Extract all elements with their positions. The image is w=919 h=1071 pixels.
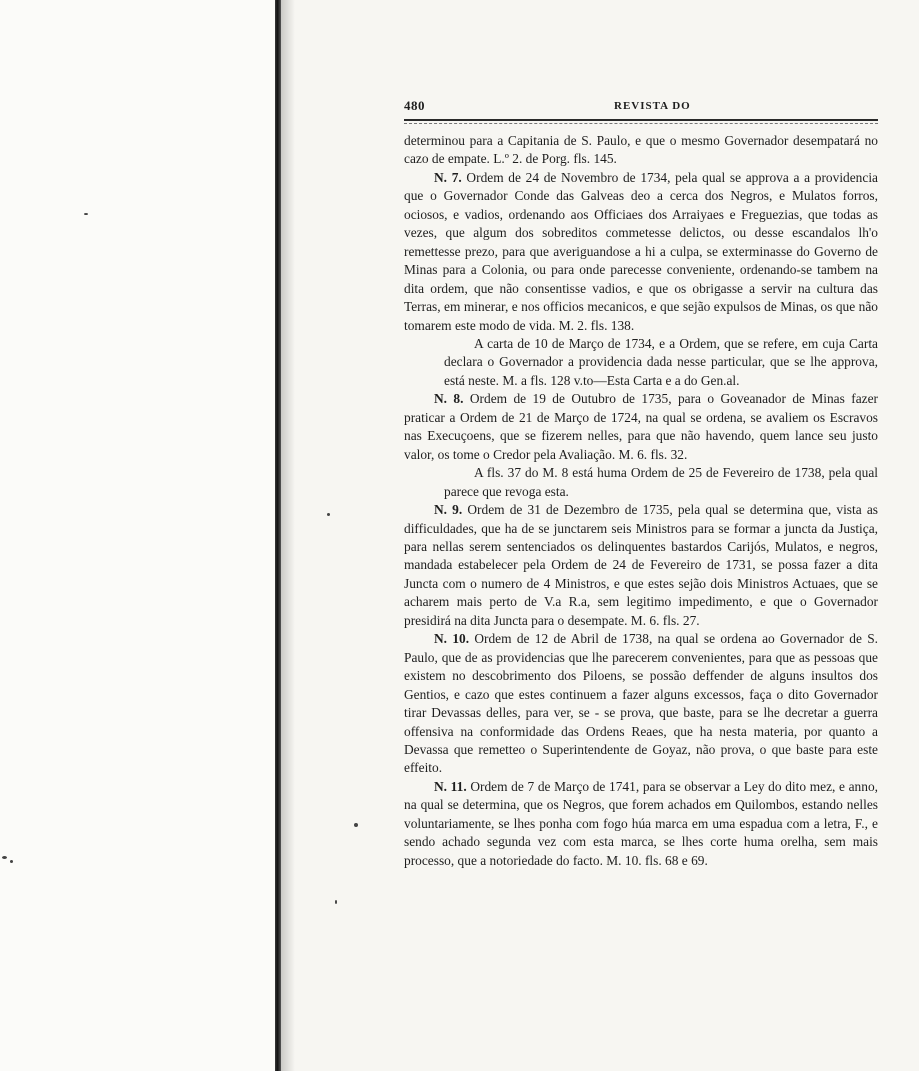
paragraph	[404, 501, 878, 630]
paragraph	[404, 390, 878, 464]
paragraph-number: N. 11.	[434, 778, 467, 794]
paragraph-text: Ordem de 12 de Abril de 1738, na qual se ordena ao Governador de S. Paulo, que de as providencias que lhe parecerem convenientes, para que as pessoas que existem no descobrimento dos Piloens, se possão deffender de alguns insultos dos Gentios, e cazo que estes continuem a fazer alguns excessos, faça o dito Governador tirar Devassas delles, para ver, se - se prova, que baste, para se lhe decretar a guerra offensiva na conformidade das Ordens Reaes, que ha nesta materia, por quanto a Devassa que remetteo o Superintendente de Goyaz, não prova, o que baste para este effeito.	[404, 631, 878, 776]
paragraph-number: N. 8.	[434, 391, 464, 407]
header-rule-dashed	[404, 123, 878, 124]
header-rule	[404, 119, 878, 121]
page-speck	[84, 213, 88, 215]
paragraph	[444, 335, 878, 390]
paragraph	[404, 169, 878, 335]
running-title: REVISTA DO	[614, 100, 691, 112]
paragraph-text: Ordem de 24 de Novembro de 1734, pela qual se approva a a providencia que o Governador Conde das Galveas deo a cerca dos Negros, e Mulatos forros, ociosos, e vadios, ordenando aos Officiaes dos Arraiyaes e Freguezias, que todas as vezes, que algum dos sobreditos commetesse delictos, ou desse escandalos lh'o remettesse prezo, para que averiguandose a hi a culpa, se exterminasse do Governo de Minas para a Colonia, ou para onde parecesse conveniente, ordenando-se tambem na dita ordem, que não consentisse vadios, e que os obrigasse a servir na cultura das Terras, em minerar, e nos officios mecanicos, e que sejão expulsos de Minas, os que não tomarem este modo de vida. M. 2. fls. 138.	[404, 169, 878, 333]
paragraph-text: Ordem de 7 de Março de 1741, para se observar a Ley do dito mez, e anno, na qual se determina, que os Negros, que forem achados em Quilombos, estando nelles voluntariamente, se lhes ponha com fogo húa marca em uma espadua com a letra, F., e sendo achado segunda vez com esta marca, se lhes corte huma orelha, sem mais processo, que a notoriedade do facto. M. 10. fls. 68 e 69.	[404, 778, 878, 868]
page-speck	[2, 856, 7, 859]
paragraph-text: determinou para a Capitania de S. Paulo, e que o mesmo Governador desempatará no cazo de empate. L.º 2. de Porg. fls. 145.	[404, 133, 878, 167]
paragraph	[404, 132, 878, 169]
gutter-shadow	[281, 0, 295, 1071]
paragraph	[404, 630, 878, 778]
page-speck	[327, 513, 330, 516]
page-number: 480	[404, 98, 425, 113]
paragraph	[444, 464, 878, 501]
paragraph-text: Ordem de 19 de Outubro de 1735, para o Goveanador de Minas fazer praticar a Ordem de 21 de Março de 1724, na qual se ordena, se avaliem os Escravos nas Execuçoens, que se fizerem nelles, para que não havendo, quem lance seu justo valor, os tome o Credor pela Avaliação. M. 6. fls. 32.	[404, 391, 878, 462]
paragraph-number: N. 10.	[434, 631, 470, 647]
paragraph-number: N. 9.	[434, 502, 463, 518]
paragraph-text: A fls. 37 do M. 8 está huma Ordem de 25 de Fevereiro de 1738, pela qual parece que revoga esta.	[444, 465, 878, 499]
paragraph-text: Ordem de 31 de Dezembro de 1735, pela qual se determina que, vista as difficuldades, que ha de se junctarem seis Ministros para se formar a juncta da Justiça, para nellas serem sentenciados os delinquentes bastardos Carijós, Mulatos, e negros, mandada estabelecer pela Ordem de 24 de Fevereiro de 1731, se possa fazer a dita Juncta com o numero de 4 Ministros, e que estes sejão dois Ministros Actuaes, que se acharem mais perto de V.a R.a, sem legitimo impedimento, e que o Governador presidirá na dita Juncta para o desempate. M. 6. fls. 27.	[404, 502, 878, 628]
page-header	[404, 96, 878, 116]
page-speck	[354, 823, 358, 827]
paragraph-number: N. 7.	[434, 169, 462, 185]
paragraph	[404, 778, 878, 870]
left-page-blank	[0, 0, 278, 1071]
page-speck	[335, 900, 337, 904]
paragraph-text: A carta de 10 de Março de 1734, e a Ordem, que se refere, em cuja Carta declara o Governador a providencia dada nesse particular, que se lhe approva, está neste. M. a fls. 128 v.to—Esta Carta e a do Gen.al.	[444, 335, 878, 388]
page-speck	[10, 860, 13, 863]
body-text	[404, 132, 878, 870]
